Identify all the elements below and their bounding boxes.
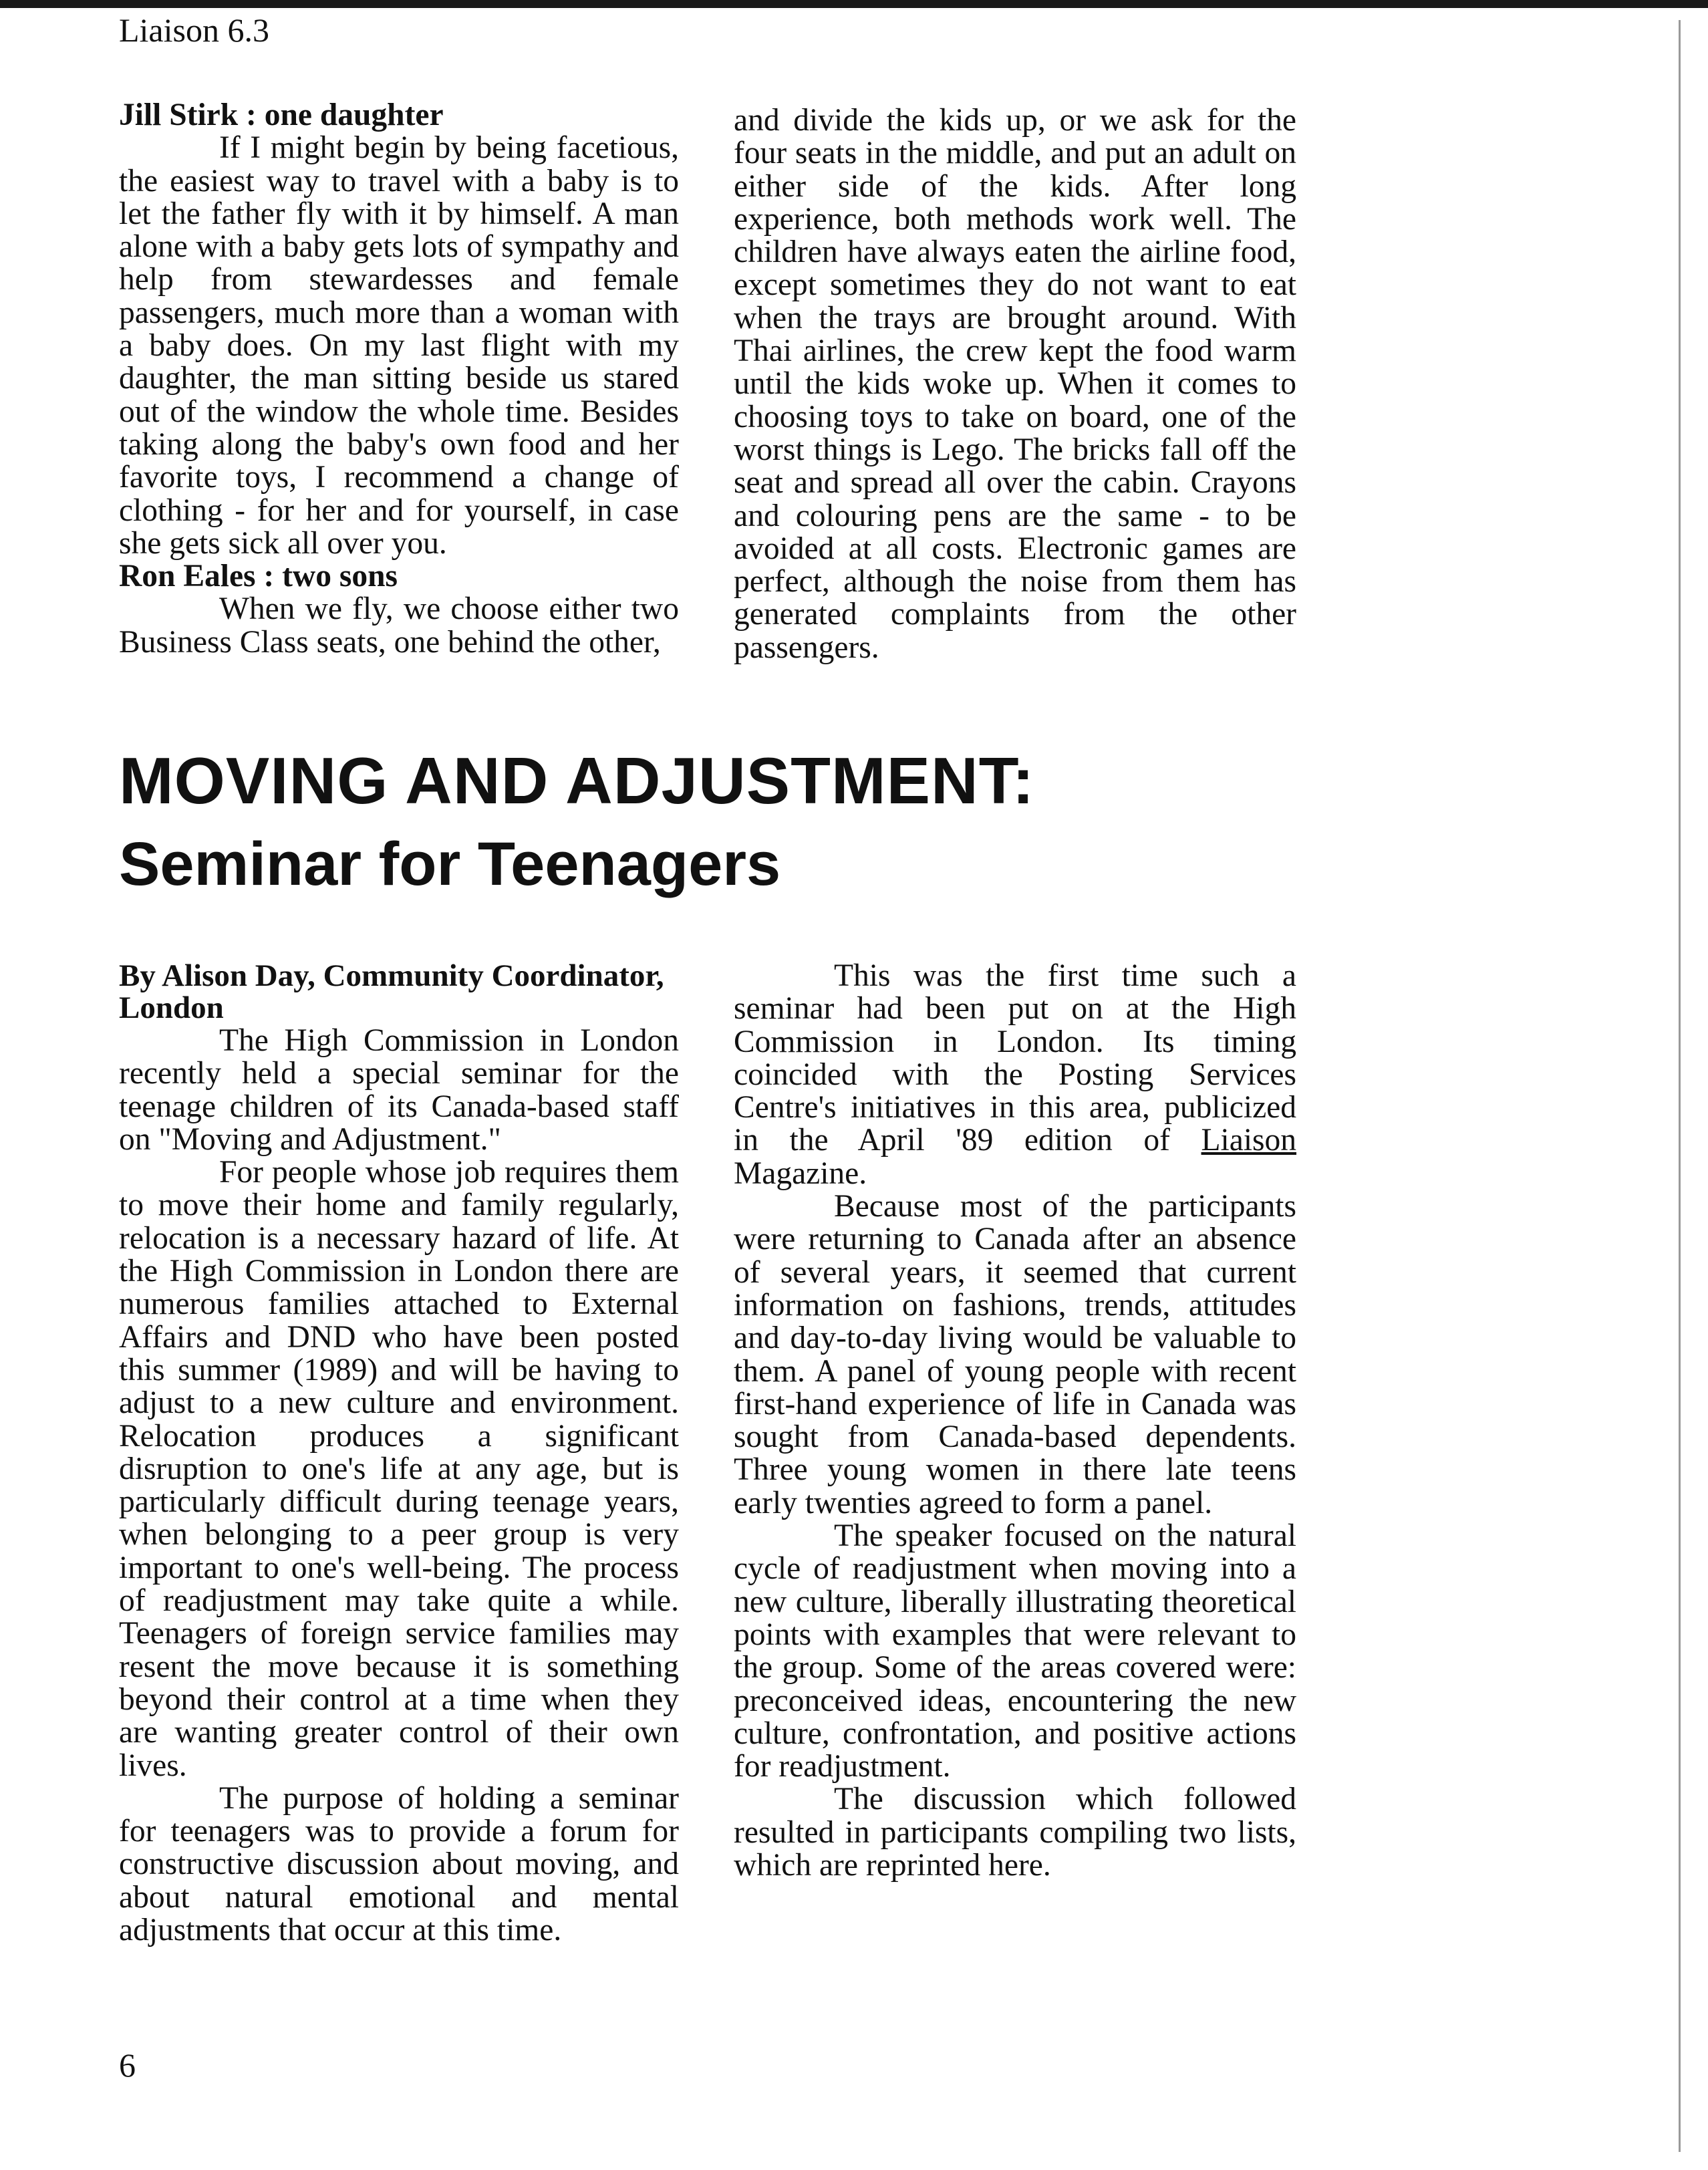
article-paragraph <box>734 960 1296 1190</box>
article-paragraph: The speaker focused on the natural cycle of readjustment when moving into a new culture, liberally illustrating theoretical points with examples that were relevant to the group. Some of the areas covered were: preconceived ideas, encountering the new culture, confrontation, and positive actions for readjustment. <box>734 1518 1296 1784</box>
article-paragraph: For people whose job requires them to move their home and family regularly, relocation is a necessary hazard of life. At the High Commission in London there are numerous families attached to External Affairs and DND who have been posted this summer (1989) and will be having to adjust to a new culture and environment. Relocation produces a significant disruption to one's life at any age, but is particularly difficult during teenage years, when belonging to a peer group is very important to one's well-being. The process of readjustment may take quite a while. Teenagers of foreign service families may resent the move because it is something beyond their control at a time when they are wanting greater control of their own lives. <box>119 1155 679 1783</box>
upper-left-column <box>119 99 679 659</box>
article-title-subtitle: Seminar for Teenagers <box>119 830 781 898</box>
ron-eales-continued-paragraph: and divide the kids up, or we ask for the four seats in the middle, and put an adult on either side of the kids. After long experience, both methods work well. The children have always eaten the airline food, except sometimes they do not want to eat when the trays are brought around. With Thai airlines, the crew kept the food warm until the kids woke up. When it comes to choosing toys to take on board, one of the worst things is Lego. The bricks fall off the seat and spread all over the cabin. Crayons and colouring pens are the same - to be avoided at all costs. Electronic games are perfect, although the noise from them has generated complaints from the other passengers. <box>734 103 1296 665</box>
article-paragraph: Because most of the participants were returning to Canada after an absence of several years, it seemed that current information on fashions, trends, attitudes and day-to-day living would be valuable to them. A panel of young people with recent first-hand experience of life in Canada was sought from Canada-based dependents. Three young women in there late teens early twenties agreed to form a panel. <box>734 1189 1296 1520</box>
liaison-magazine-reference: Liaison <box>1201 1123 1297 1158</box>
byline-jill-stirk: Jill Stirk : one daughter <box>119 98 444 132</box>
top-border-rule <box>0 0 1708 8</box>
right-border-rule <box>1679 20 1681 2152</box>
running-header: Liaison 6.3 <box>119 11 269 49</box>
article-title-main: MOVING AND ADJUSTMENT: <box>119 744 1035 817</box>
article-left-column <box>119 960 679 1947</box>
ron-eales-paragraph: When we fly, we choose either two Business Class seats, one behind the other, <box>119 591 679 660</box>
jill-stirk-paragraph: If I might begin by being facetious, the easiest way to travel with a baby is to let the father fly with it by himself. A man alone with a baby gets lots of sympathy and help from stewardesses and female passengers, much more than a woman with a baby does. On my last flight with my daughter, the man sitting beside us stared out of the window the whole time. Besides taking along the baby's own food and her favorite toys, I recommend a change of clothing - for her and for yourself, in case she gets sick all over you. <box>119 130 679 561</box>
article-paragraph: The discussion which followed resulted in participants compiling two lists, which are reprinted here. <box>734 1782 1296 1883</box>
paragraph-text: This was the first time such a seminar had been put on at the High Commission in London. Its timing coincided with the Posting Services Centre's initiatives in this area, publicized in the April '89 edition of <box>734 958 1296 1158</box>
article-paragraph: The purpose of holding a seminar for teenagers was to provide a forum for constructive discussion about moving, and about natural emotional and mental adjustments that occur at this time. <box>119 1780 679 1948</box>
page-number: 6 <box>119 2046 136 2084</box>
paragraph-text: Magazine. <box>734 1156 867 1191</box>
article-byline: By Alison Day, Community Coordinator, London <box>119 958 664 1025</box>
article-paragraph: The High Commission in London recently held a special seminar for the teenage children of its Canada-based staff on "Moving and Adjustment." <box>119 1023 679 1157</box>
article-title <box>119 738 1589 906</box>
upper-right-column <box>734 104 1296 664</box>
byline-ron-eales: Ron Eales : two sons <box>119 559 398 594</box>
article-right-column <box>734 960 1296 1882</box>
